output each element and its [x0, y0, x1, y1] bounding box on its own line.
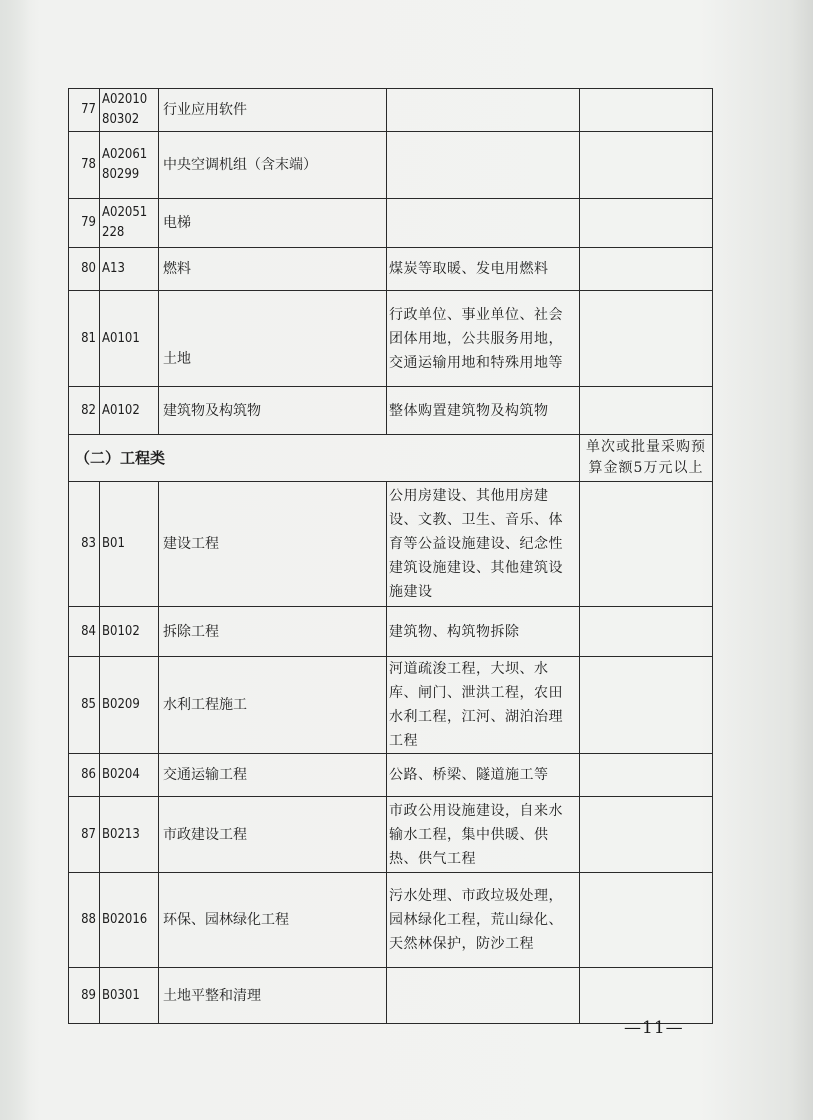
procurement-catalog-table [68, 88, 713, 1024]
row-number: 86 [69, 754, 100, 797]
threshold-cell [580, 387, 713, 435]
item-code: B01 [100, 482, 159, 607]
row-number: 81 [69, 291, 100, 387]
item-name: 行业应用软件 [159, 89, 387, 132]
item-name: 交通运输工程 [159, 754, 387, 797]
item-code: A0102 [100, 387, 159, 435]
page-number: —11— [624, 1018, 684, 1038]
item-description [387, 89, 580, 132]
page-edge-shadow [0, 0, 30, 1120]
item-code: B0301 [100, 968, 159, 1024]
row-number: 84 [69, 607, 100, 657]
item-description: 煤炭等取暖、发电用燃料 [387, 248, 580, 291]
threshold-cell [580, 657, 713, 754]
item-name: 水利工程施工 [159, 657, 387, 754]
threshold-cell [580, 199, 713, 248]
threshold-cell [580, 291, 713, 387]
item-name: 建筑物及构筑物 [159, 387, 387, 435]
item-name: 土地 [159, 291, 387, 387]
item-description: 污水处理、市政垃圾处理，园林绿化工程，荒山绿化、天然林保护，防沙工程 [387, 873, 580, 968]
item-code: A02051228 [100, 199, 159, 248]
item-description: 公用房建设、其他用房建设、文教、卫生、音乐、体育等公益设施建设、纪念性建筑设施建设、其他建筑设施建设 [387, 482, 580, 607]
item-name: 建设工程 [159, 482, 387, 607]
table-row [69, 248, 713, 291]
threshold-cell [580, 797, 713, 873]
item-description: 河道疏浚工程，大坝、水库、闸门、泄洪工程，农田水利工程，江河、湖泊治理工程 [387, 657, 580, 754]
table-row [69, 482, 713, 607]
item-code: A0201080302 [100, 89, 159, 132]
row-number: 89 [69, 968, 100, 1024]
item-name: 拆除工程 [159, 607, 387, 657]
row-number: 79 [69, 199, 100, 248]
table-row [69, 89, 713, 132]
item-code: B02016 [100, 873, 159, 968]
item-code: B0102 [100, 607, 159, 657]
item-code: B0209 [100, 657, 159, 754]
item-description [387, 199, 580, 248]
threshold-cell [580, 607, 713, 657]
item-name: 市政建设工程 [159, 797, 387, 873]
item-code: B0213 [100, 797, 159, 873]
row-number: 77 [69, 89, 100, 132]
item-description: 整体购置建筑物及构筑物 [387, 387, 580, 435]
table-row [69, 132, 713, 199]
table-row [69, 199, 713, 248]
row-number: 87 [69, 797, 100, 873]
table-row [69, 607, 713, 657]
threshold-cell [580, 968, 713, 1024]
table-row [69, 873, 713, 968]
item-description [387, 132, 580, 199]
section-row [69, 435, 713, 482]
item-code: A13 [100, 248, 159, 291]
item-code: A0206180299 [100, 132, 159, 199]
threshold-cell [580, 89, 713, 132]
item-description: 建筑物、构筑物拆除 [387, 607, 580, 657]
table-row [69, 387, 713, 435]
section-threshold: 单次或批量采购预算金额5万元以上 [580, 435, 713, 482]
item-name: 电梯 [159, 199, 387, 248]
row-number: 82 [69, 387, 100, 435]
item-code: B0204 [100, 754, 159, 797]
item-name: 中央空调机组（含末端） [159, 132, 387, 199]
table-row [69, 754, 713, 797]
section-title: （二）工程类 [69, 435, 580, 482]
row-number: 78 [69, 132, 100, 199]
row-number: 80 [69, 248, 100, 291]
table-row [69, 291, 713, 387]
item-description: 市政公用设施建设，自来水输水工程，集中供暖、供热、供气工程 [387, 797, 580, 873]
item-description [387, 968, 580, 1024]
table-row [69, 968, 713, 1024]
item-description: 行政单位、事业单位、社会团体用地，公共服务用地，交通运输用地和特殊用地等 [387, 291, 580, 387]
threshold-cell [580, 248, 713, 291]
item-name: 环保、园林绿化工程 [159, 873, 387, 968]
threshold-cell [580, 873, 713, 968]
item-name: 土地平整和清理 [159, 968, 387, 1024]
threshold-cell [580, 132, 713, 199]
item-description: 公路、桥梁、隧道施工等 [387, 754, 580, 797]
item-code: A0101 [100, 291, 159, 387]
row-number: 85 [69, 657, 100, 754]
threshold-cell [580, 754, 713, 797]
threshold-cell [580, 482, 713, 607]
row-number: 83 [69, 482, 100, 607]
table-row [69, 657, 713, 754]
row-number: 88 [69, 873, 100, 968]
table-row [69, 797, 713, 873]
item-name: 燃料 [159, 248, 387, 291]
